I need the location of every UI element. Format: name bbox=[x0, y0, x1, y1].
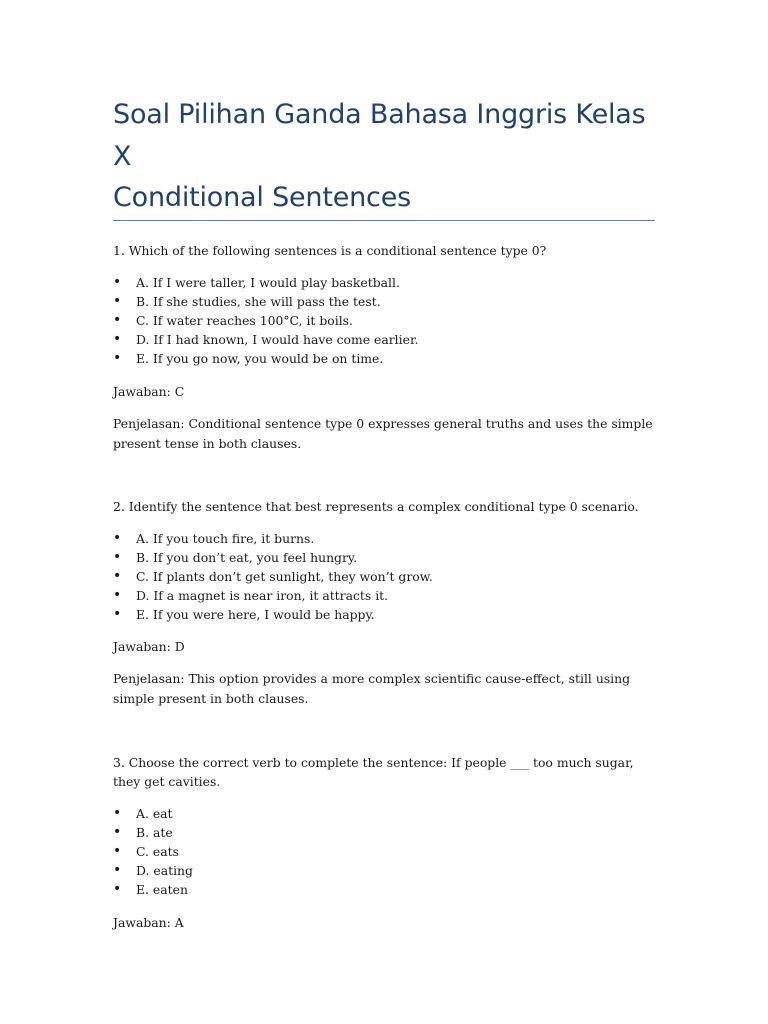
question-2 bbox=[113, 497, 658, 516]
option-item bbox=[113, 842, 658, 861]
bullet-icon: • bbox=[113, 568, 122, 584]
question-3 bbox=[113, 753, 658, 791]
question-text: 1. Which of the following sentences is a conditional sentence type 0? bbox=[113, 243, 547, 258]
explanation-1 bbox=[113, 414, 658, 453]
title-line-3: Conditional Sentences bbox=[113, 182, 411, 213]
option-text: A. If you touch fire, it burns. bbox=[136, 531, 315, 546]
question-text: 3. Choose the correct verb to complete the sentence: If people ___ too much sugar, they get cavities. bbox=[113, 755, 634, 789]
question-text: 2. Identify the sentence that best represents a complex conditional type 0 scenario. bbox=[113, 499, 639, 514]
bullet-icon: • bbox=[113, 606, 122, 622]
question-1 bbox=[113, 241, 658, 260]
title-line-1: Soal Pilihan Ganda Bahasa Inggris Kelas bbox=[113, 99, 646, 130]
option-text: B. If she studies, she will pass the test. bbox=[136, 294, 381, 309]
bullet-icon: • bbox=[113, 274, 122, 290]
option-item bbox=[113, 548, 658, 567]
bullet-icon: • bbox=[113, 587, 122, 603]
option-item bbox=[113, 861, 658, 880]
bullet-icon: • bbox=[113, 350, 122, 366]
option-text: E. If you go now, you would be on time. bbox=[136, 351, 384, 366]
option-text: E. eaten bbox=[136, 882, 188, 897]
bullet-icon: • bbox=[113, 331, 122, 347]
explanation-text: Penjelasan: This option provides a more complex scientific cause-effect, still using simple present in both clauses. bbox=[113, 671, 631, 706]
option-item bbox=[113, 349, 658, 368]
title-divider bbox=[113, 220, 655, 221]
option-text: A. eat bbox=[136, 806, 173, 821]
explanation-text: Penjelasan: Conditional sentence type 0 expresses general truths and uses the simple present tense in both clauses. bbox=[113, 416, 653, 451]
answer-1 bbox=[113, 382, 658, 402]
answer-2 bbox=[113, 637, 658, 657]
option-text: A. If I were taller, I would play basketball. bbox=[136, 275, 400, 290]
option-text: E. If you were here, I would be happy. bbox=[136, 607, 375, 622]
option-item bbox=[113, 529, 658, 548]
bullet-icon: • bbox=[113, 805, 122, 821]
option-text: C. eats bbox=[136, 844, 179, 859]
option-item bbox=[113, 605, 658, 624]
document-title bbox=[113, 94, 658, 219]
option-item bbox=[113, 292, 658, 311]
bullet-icon: • bbox=[113, 293, 122, 309]
option-item bbox=[113, 804, 658, 823]
option-item bbox=[113, 880, 658, 899]
option-item bbox=[113, 311, 658, 330]
answer-3 bbox=[113, 913, 658, 933]
bullet-icon: • bbox=[113, 862, 122, 878]
title-line-2: X bbox=[113, 140, 132, 172]
option-text: D. If I had known, I would have come earlier. bbox=[136, 332, 419, 347]
question-2-options bbox=[113, 529, 658, 624]
option-item bbox=[113, 567, 658, 586]
question-3-options bbox=[113, 804, 658, 899]
option-item bbox=[113, 330, 658, 349]
option-text: B. ate bbox=[136, 825, 173, 840]
option-text: B. If you don’t eat, you feel hungry. bbox=[136, 550, 358, 565]
bullet-icon: • bbox=[113, 530, 122, 546]
answer-text: Jawaban: A bbox=[113, 915, 184, 930]
option-text: D. If a magnet is near iron, it attracts it. bbox=[136, 588, 389, 603]
option-text: C. If plants don’t get sunlight, they won’t grow. bbox=[136, 569, 433, 584]
option-text: D. eating bbox=[136, 863, 193, 878]
answer-text: Jawaban: D bbox=[113, 639, 185, 654]
option-text: C. If water reaches 100°C, it boils. bbox=[136, 313, 353, 328]
answer-text: Jawaban: C bbox=[113, 384, 185, 399]
option-item bbox=[113, 273, 658, 292]
bullet-icon: • bbox=[113, 843, 122, 859]
option-item bbox=[113, 823, 658, 842]
bullet-icon: • bbox=[113, 312, 122, 328]
explanation-2 bbox=[113, 669, 658, 708]
bullet-icon: • bbox=[113, 881, 122, 897]
bullet-icon: • bbox=[113, 824, 122, 840]
bullet-icon: • bbox=[113, 549, 122, 565]
question-1-options bbox=[113, 273, 658, 368]
option-item bbox=[113, 586, 658, 605]
